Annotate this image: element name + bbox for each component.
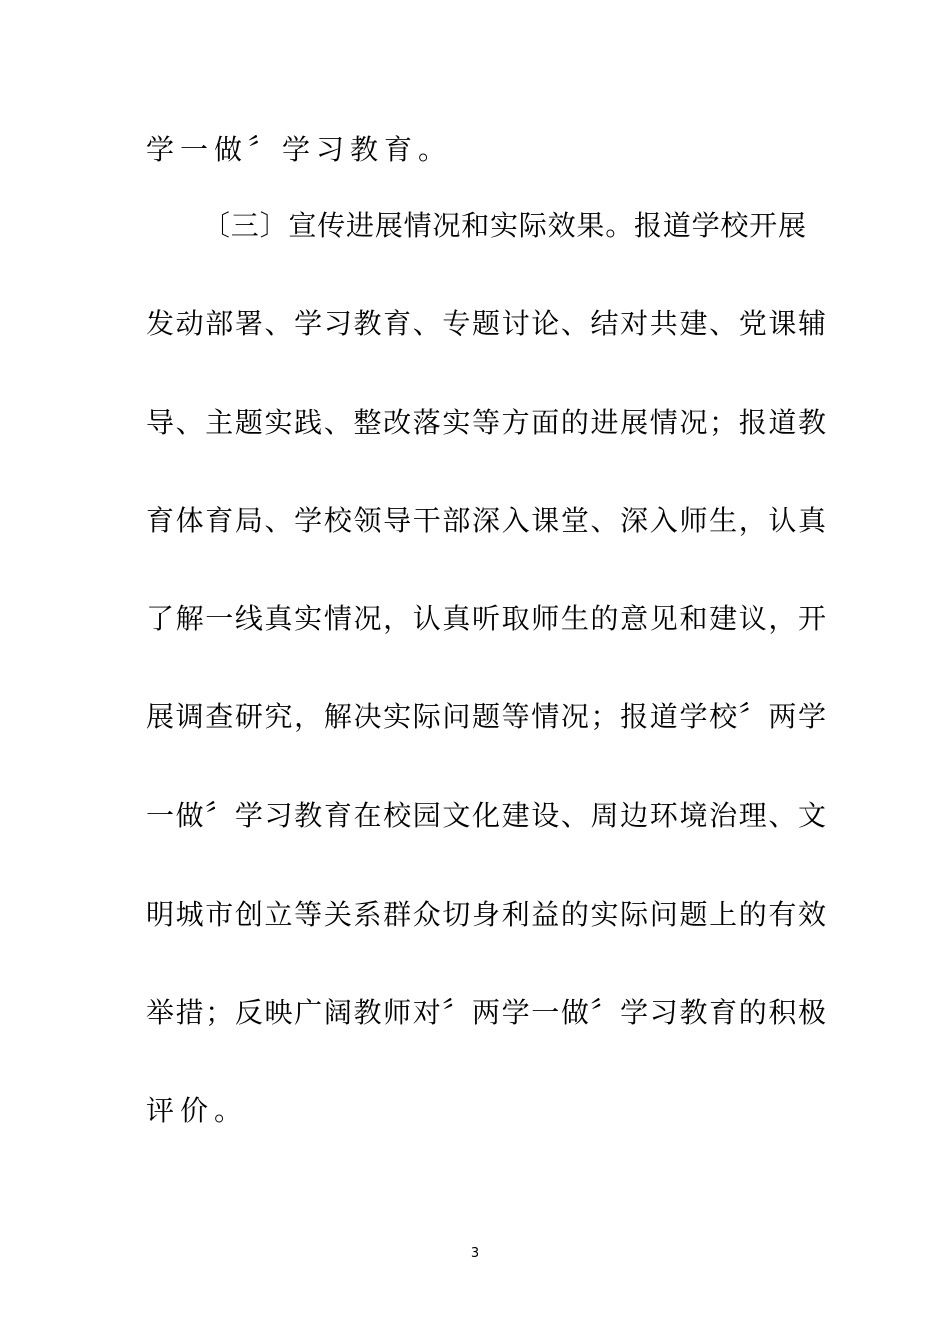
paragraph-line-4: 导、主题实践、整改落实等方面的进展情况；报道教 (146, 406, 826, 439)
paragraph-line-6: 了解一线真实情况，认真听取师生的意见和建议，开 (146, 602, 826, 635)
paragraph-line-11: 评价。 (146, 1094, 249, 1127)
paragraph-line-3: 发动部署、学习教育、专题讨论、结对共建、党课辅 (146, 307, 826, 340)
paragraph-line-10: 举措；反映广阔教师对〞两学一做〞学习教育的积极 (146, 996, 826, 1029)
paragraph-line-9: 明城市创立等关系群众切身利益的实际问题上的有效 (146, 898, 826, 931)
paragraph-line-1: 学一做〞学习教育。 (146, 133, 453, 166)
paragraph-line-7: 展调查研究，解决实际问题等情况；报道学校〞两学 (146, 700, 826, 733)
page-number: 3 (470, 1246, 480, 1261)
paragraph-line-2: 〔三〕宣传进展情况和实际效果。报道学校开展 (202, 209, 806, 242)
paragraph-line-8: 一做〞学习教育在校园文化建设、周边环境治理、文 (146, 799, 826, 832)
paragraph-line-5: 育体育局、学校领导干部深入课堂、深入师生，认真 (146, 504, 826, 537)
